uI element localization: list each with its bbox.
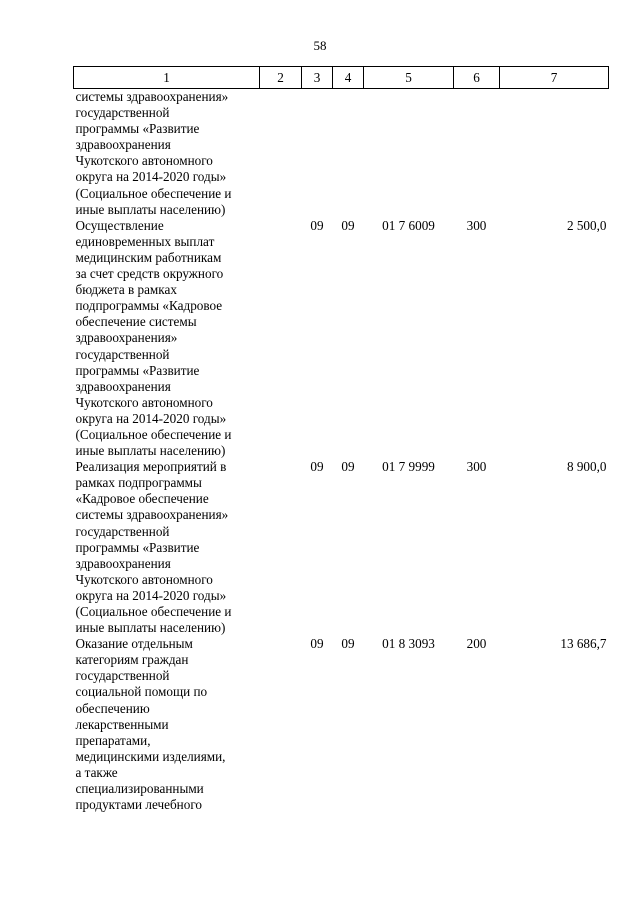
column-header: 2	[260, 67, 302, 89]
cell-col-2	[260, 218, 302, 459]
cell-target-article: 01 8 3093	[382, 636, 435, 652]
cell-target-article: 01 7 6009	[382, 217, 435, 233]
cell-amount: 2 500,0	[566, 217, 607, 233]
description-line: программы «Развитие	[75, 362, 200, 378]
table-row	[74, 218, 609, 459]
cell-amount	[500, 89, 609, 218]
column-header: 5	[364, 67, 454, 89]
description-line: иные выплаты населению)	[75, 443, 226, 459]
table-row	[74, 459, 609, 636]
description-line: системы здравоохранения»	[75, 507, 229, 523]
description-line: (Социальное обеспечение и	[75, 604, 232, 619]
description-line: Оказание отдельным	[75, 636, 193, 652]
description-line: Реализация мероприятий в	[75, 459, 227, 475]
description-line: (Социальное обеспечение и	[75, 426, 232, 442]
description-line: государственной	[75, 523, 170, 539]
description-line: бюджета в рамках	[75, 282, 177, 298]
description-line: программы «Развитие	[75, 121, 200, 137]
description-line: медицинскими изделиями,	[75, 748, 226, 764]
description-line: категориям граждан	[75, 652, 189, 668]
cell-col-2	[260, 459, 302, 636]
description-line: здравоохранения	[75, 378, 171, 394]
page-number: 58	[313, 38, 327, 53]
column-header: 3	[302, 67, 333, 89]
description-line: иные выплаты населению)	[75, 620, 226, 636]
column-header: 7	[500, 67, 609, 89]
column-header: 1	[74, 67, 260, 89]
description-line: Осуществление	[75, 217, 164, 233]
cell-expense-type	[454, 89, 500, 218]
cell-section	[302, 89, 333, 218]
cell-section: 09	[310, 217, 324, 233]
description-line: обеспечению	[75, 700, 150, 716]
cell-amount: 8 900,0	[566, 459, 607, 475]
cell-col-2	[260, 89, 302, 218]
description-line: иные выплаты населению)	[75, 201, 226, 217]
description-line: (Социальное обеспечение и	[75, 185, 232, 201]
row-description	[74, 636, 260, 813]
description-line: социальной помощи по	[75, 684, 208, 700]
description-line: подпрограммы «Кадровое	[75, 298, 223, 314]
description-line: рамках подпрограммы	[75, 475, 202, 491]
cell-subsection	[333, 89, 364, 218]
column-header: 6	[454, 67, 500, 89]
description-line: обеспечение системы	[75, 314, 197, 330]
description-line: здравоохранения	[75, 137, 171, 153]
description-line: государственной	[75, 105, 170, 121]
description-line: системы здравоохранения»	[75, 89, 229, 104]
table-header-row	[74, 67, 609, 89]
description-line: а также	[75, 764, 118, 780]
description-line: медицинским работникам	[75, 249, 222, 265]
description-line: продуктами лечебного	[75, 797, 203, 813]
description-line: здравоохранения»	[75, 330, 178, 346]
budget-table	[73, 66, 609, 813]
description-line: округа на 2014-2020 годы»	[75, 169, 227, 185]
cell-expense-type: 300	[466, 217, 487, 233]
cell-subsection: 09	[341, 459, 355, 475]
cell-target-article	[364, 89, 454, 218]
row-description	[74, 218, 260, 459]
description-line: «Кадровое обеспечение	[75, 491, 209, 507]
description-line: специализированными	[75, 781, 204, 797]
table-row	[74, 89, 609, 218]
description-line: Чукотского автономного	[75, 153, 213, 169]
description-line: препаратами,	[75, 732, 151, 748]
cell-subsection: 09	[341, 217, 355, 233]
description-line: Чукотского автономного	[75, 571, 213, 587]
cell-expense-type: 300	[466, 459, 487, 475]
row-description	[74, 459, 260, 636]
row-description	[74, 89, 260, 218]
description-line: здравоохранения	[75, 555, 171, 571]
cell-amount: 13 686,7	[560, 636, 607, 652]
description-line: округа на 2014-2020 годы»	[75, 410, 227, 426]
description-line: округа на 2014-2020 годы»	[75, 587, 227, 603]
cell-expense-type: 200	[466, 636, 487, 652]
description-line: государственной	[75, 668, 170, 684]
description-line: программы «Развитие	[75, 539, 200, 555]
cell-subsection: 09	[341, 636, 355, 652]
cell-target-article: 01 7 9999	[382, 459, 435, 475]
table-row	[74, 636, 609, 813]
description-line: за счет средств окружного	[75, 266, 224, 282]
column-header: 4	[333, 67, 364, 89]
description-line: единовременных выплат	[75, 233, 215, 249]
cell-section: 09	[310, 459, 324, 475]
description-line: лекарственными	[75, 716, 169, 732]
cell-section: 09	[310, 636, 324, 652]
cell-col-2	[260, 636, 302, 813]
description-line: государственной	[75, 346, 170, 362]
description-line: Чукотского автономного	[75, 394, 213, 410]
